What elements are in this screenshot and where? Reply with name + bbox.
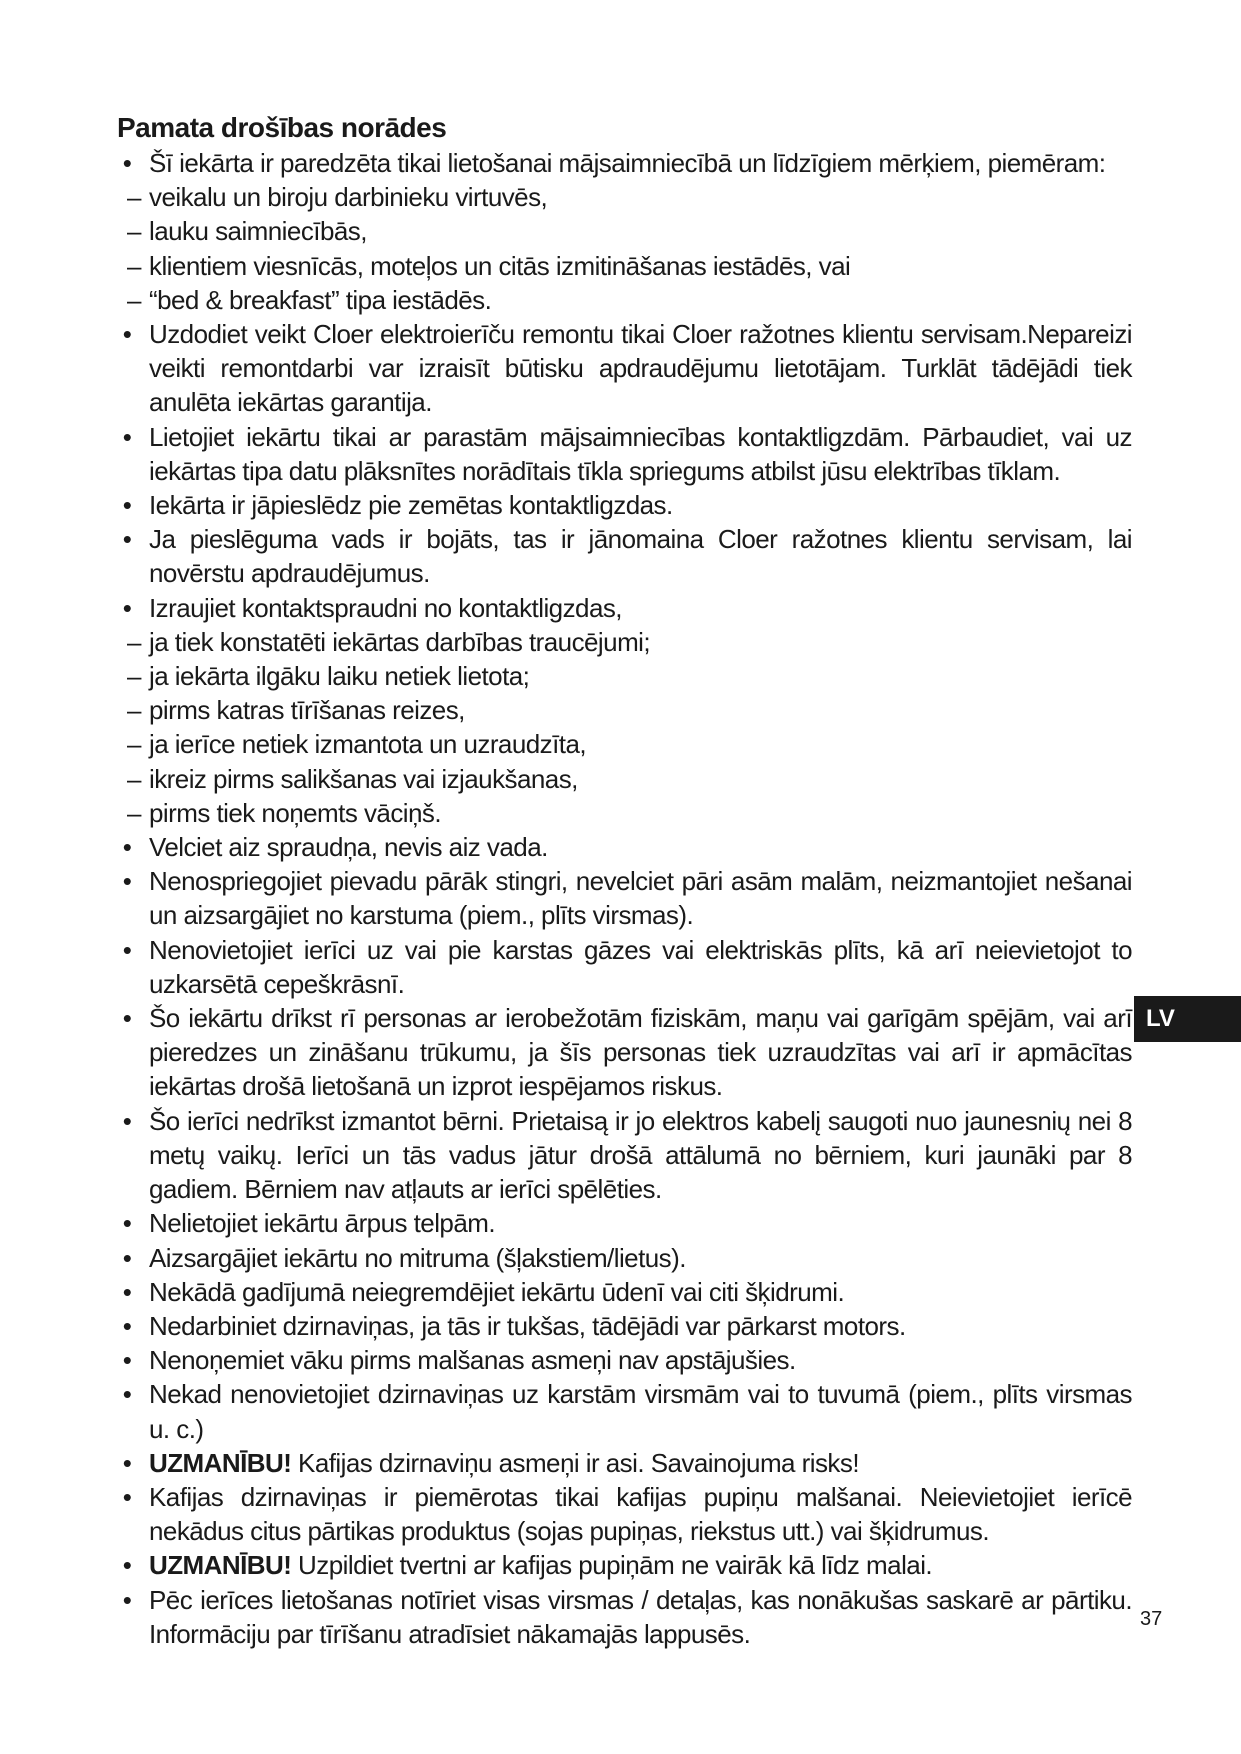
safety-section (117, 110, 1132, 1651)
bullet-marker: • (122, 934, 132, 965)
bullet-list-text: Šī iekārta ir paredzēta tikai lietošanai mājsaimniecībā un līdzīgiem mērķiem, piemēram: (149, 148, 1106, 178)
sub-list-item (117, 180, 1132, 214)
bullet-list-item (117, 420, 1132, 488)
bullet-list-item (117, 1241, 1132, 1275)
dash-marker: – (127, 661, 141, 692)
dash-marker: – (127, 763, 141, 794)
bullet-list-text: Ja pieslēguma vads ir bojāts, tas ir jānomaina Cloer ražotnes klientu servisam, lai novērstu apdraudējumus. (149, 524, 1132, 589)
bullet-list-item (117, 488, 1132, 522)
bullet-list-text: Pēc ierīces lietošanas notīriet visas virsmas / detaļas, kas nonākušas saskarē ar pārtiku. Informāciju par tīrīšanu atradīsiet nākamajās lappusēs. (149, 1584, 1132, 1649)
sub-list-text: ja iekārta ilgāku laiku netiek lietota; (149, 661, 530, 692)
bullet-marker: • (122, 319, 132, 350)
dash-marker: – (127, 250, 141, 281)
dash-marker: – (127, 216, 141, 247)
bullet-list-text: Nekādā gadījumā neiegremdējiet iekārtu ūdenī vai citi šķidrumi. (149, 1276, 845, 1307)
sub-list-text: “bed & breakfast” tipa iestādēs. (149, 284, 492, 315)
bullet-list-item (117, 1377, 1132, 1445)
bullet-list-text: Kafijas dzirnaviņas ir piemērotas tikai kafijas pupiņu malšanai. Neievietojiet ierīcē nekādus citus pārtikas produktus (sojas pupiņas, riekstus utt.) vai šķidrumus. (149, 1481, 1132, 1547)
bullet-list-item (117, 933, 1132, 1001)
bullet-list-item (117, 317, 1132, 420)
bullet-marker: • (122, 1242, 132, 1273)
sub-list-item (117, 625, 1132, 659)
sub-list-item (117, 727, 1132, 761)
bullet-list-text: Velciet aiz spraudņa, nevis aiz vada. (149, 832, 548, 863)
dash-marker: – (127, 626, 141, 657)
bullet-list-item (117, 1206, 1132, 1240)
bullet-marker: • (122, 1310, 132, 1341)
sub-list-text: ikreiz pirms salikšanas vai izjaukšanas, (149, 763, 578, 794)
bullet-marker: • (122, 1447, 132, 1478)
bullet-list-text: Nekad nenovietojiet dzirnaviņas uz karstām virsmām vai to tuvumā (piem., plīts virsmas u. c.) (149, 1379, 1132, 1444)
sub-list-item (117, 214, 1132, 248)
bullet-list-item (117, 522, 1132, 590)
dash-marker: – (127, 797, 141, 828)
bullet-list-item (117, 1583, 1132, 1651)
bullet-list-item (117, 830, 1132, 864)
safety-list (117, 146, 1132, 1651)
bullet-list-item (117, 146, 1132, 180)
sub-list-text: klientiem viesnīcās, moteļos un citās izmitināšanas iestādēs, vai (149, 250, 851, 281)
bullet-list-text: Izraujiet kontaktspraudni no kontaktligzdas, (149, 592, 622, 623)
bullet-list-text: Šo iekārtu drīkst rī personas ar ierobežotām fiziskām, maņu vai garīgām spējām, vai arī pieredzes un zināšanu trūkumu, ja šīs personas tiek uzraudzītas vai arī ir apmācītas iekārtas drošā lietošanā un izprot iespējamos riskus. (149, 1003, 1132, 1102)
bullet-marker: • (122, 1584, 132, 1615)
bullet-marker: • (122, 421, 132, 452)
bullet-list-text: Uzdodiet veikt Cloer elektroierīču remontu tikai Cloer ražotnes klientu servisam.Nepareizi veikti remontdarbi var izraisīt būtisku apdraudējumu lietotājam. Turklāt tādējādi tiek anulēta iekārtas garantija. (149, 319, 1132, 418)
bullet-list-text: Nedarbiniet dzirnaviņas, ja tās ir tukšas, tādējādi var pārkarst motors. (149, 1310, 906, 1341)
bullet-list-text: Nenospriegojiet pievadu pārāk stingri, nevelciet pāri asām malām, neizmantojiet nešanai un aizsargājiet no karstuma (piem., plīts virsmas). (149, 866, 1132, 931)
sub-list-text: ja tiek konstatēti iekārtas darbības traucējumi; (149, 626, 651, 657)
bullet-list-text: Kafijas dzirnaviņu asmeņi ir asi. Savainojuma risks! (291, 1447, 860, 1478)
bullet-list-item (117, 1446, 1132, 1480)
sub-list-item (117, 796, 1132, 830)
dash-marker: – (127, 284, 141, 315)
bullet-marker: • (122, 1345, 132, 1376)
bullet-list-text: Lietojiet iekārtu tikai ar parastām mājsaimniecības kontaktligzdām. Pārbaudiet, vai uz iekārtas tipa datu plāksnītes norādītais tīkla spriegums atbilst jūsu elektrības tīklam. (149, 421, 1132, 486)
bullet-list-text: Nenovietojiet ierīci uz vai pie karstas gāzes vai elektriskās plīts, kā arī neievietojot to uzkarsētā cepeškrāsnī. (149, 934, 1132, 999)
dash-marker: – (127, 729, 141, 760)
sub-list-item (117, 762, 1132, 796)
dash-marker: – (127, 182, 141, 213)
bullet-marker: • (122, 1208, 132, 1239)
bullet-list-item (117, 1001, 1132, 1104)
sub-list-item (117, 693, 1132, 727)
bullet-list-text: Iekārta ir jāpieslēdz pie zemētas kontaktligzdas. (149, 490, 673, 521)
section-title: Pamata drošības norādes (117, 112, 447, 143)
warning-label: UZMANĪBU! (149, 1550, 292, 1581)
bullet-list-item (117, 864, 1132, 932)
bullet-marker: • (122, 1003, 132, 1034)
bullet-marker: • (122, 524, 132, 555)
bullet-marker: • (122, 1276, 132, 1307)
bullet-list-text: Aizsargājiet iekārtu no mitruma (šļakstiem/lietus). (149, 1242, 686, 1273)
bullet-list-item (117, 1548, 1132, 1582)
bullet-marker: • (122, 592, 132, 623)
bullet-marker: • (122, 1481, 132, 1512)
bullet-list-text: Šo ierīci nedrīkst izmantot bērni. Prietaisą ir jo elektros kabelį saugoti nuo jaunesnių nei 8 metų vaikų. Ierīci un tās vadus jātur drošā attālumā no bērniem, kuri jaunāki par 8 gadiem. Bērniem nav atļauts ar ierīci spēlēties. (149, 1105, 1132, 1205)
bullet-marker: • (122, 866, 132, 897)
bullet-list-text: Uzpildiet tvertni ar kafijas pupiņām ne vairāk kā līdz malai. (291, 1550, 933, 1581)
sub-list-item (117, 283, 1132, 317)
bullet-list-item (117, 1480, 1132, 1548)
warning-label: UZMANĪBU! (149, 1447, 292, 1478)
sub-list-text: veikalu un biroju darbinieku virtuvēs, (149, 182, 548, 213)
page-number: 37 (1140, 1608, 1163, 1630)
bullet-marker: • (122, 1105, 132, 1136)
bullet-marker: • (122, 148, 132, 178)
sub-list-text: pirms tiek noņemts vāciņš. (149, 797, 442, 828)
bullet-marker: • (122, 1550, 132, 1581)
bullet-marker: • (122, 490, 132, 521)
bullet-list-item (117, 1343, 1132, 1377)
bullet-list-item (117, 1275, 1132, 1309)
bullet-list-item (117, 591, 1132, 625)
bullet-list-item (117, 1309, 1132, 1343)
sub-list-item (117, 249, 1132, 283)
language-tab: LV (1134, 996, 1241, 1042)
bullet-list-item (117, 1104, 1132, 1207)
sub-list-item (117, 659, 1132, 693)
sub-list-text: lauku saimniecībās, (149, 216, 367, 247)
bullet-marker: • (122, 832, 132, 863)
bullet-list-text: Nelietojiet iekārtu ārpus telpām. (149, 1208, 496, 1239)
sub-list-text: pirms katras tīrīšanas reizes, (149, 695, 465, 726)
dash-marker: – (127, 695, 141, 726)
sub-list-text: ja ierīce netiek izmantota un uzraudzīta, (149, 729, 587, 760)
bullet-marker: • (122, 1379, 132, 1410)
bullet-list-text: Nenoņemiet vāku pirms malšanas asmeņi nav apstājušies. (149, 1345, 796, 1376)
